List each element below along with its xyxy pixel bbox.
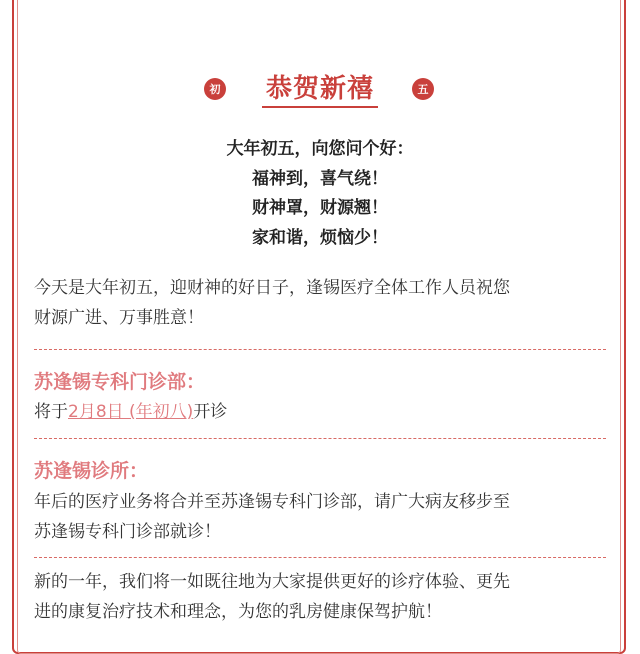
divider: [34, 349, 606, 350]
section1-suffix: 开诊: [193, 402, 228, 422]
section1-text: [34, 397, 608, 427]
closing-line: 新的一年，我们将一如既往地为大家提供更好的诊疗体验、更先: [34, 572, 510, 592]
title-underline: [262, 106, 378, 108]
intro-paragraph: [34, 273, 608, 333]
greeting-line: 大年初五，向您问个好：: [226, 139, 414, 159]
section1-heading: 苏逢锡专科门诊部：: [34, 371, 206, 393]
closing-paragraph: [34, 567, 608, 627]
greeting-line: 家和谐，烦恼少！: [252, 227, 388, 248]
title-row: [0, 66, 640, 110]
page-title: 恭贺新禧: [265, 74, 374, 104]
greeting-line: 福神到，喜气绕！: [252, 168, 388, 189]
badge-chu: 初: [204, 78, 226, 100]
intro-line: 今天是大年初五，迎财神的好日子，逢锡医疗全体工作人员祝您: [34, 278, 510, 298]
greeting-block: [0, 135, 640, 253]
section2-heading: 苏逢锡诊所：: [34, 460, 149, 482]
section1-prefix: 将于: [34, 402, 68, 422]
section2-line: 苏逢锡专科门诊部就诊！: [34, 522, 221, 542]
divider: [34, 557, 606, 558]
badge-wu: 五: [412, 78, 434, 100]
divider: [34, 438, 606, 439]
opening-date-link[interactable]: 2月8日 (年初八): [68, 402, 194, 422]
intro-line: 财源广进、万事胜意！: [34, 308, 204, 328]
section2-line: 年后的医疗业务将合并至苏逢锡专科门诊部，请广大病友移步至: [34, 492, 510, 512]
closing-line: 进的康复治疗技术和理念，为您的乳房健康保驾护航！: [34, 602, 442, 622]
section2-text: [34, 487, 608, 547]
greeting-line: 财神罩，财源翘！: [252, 198, 388, 218]
